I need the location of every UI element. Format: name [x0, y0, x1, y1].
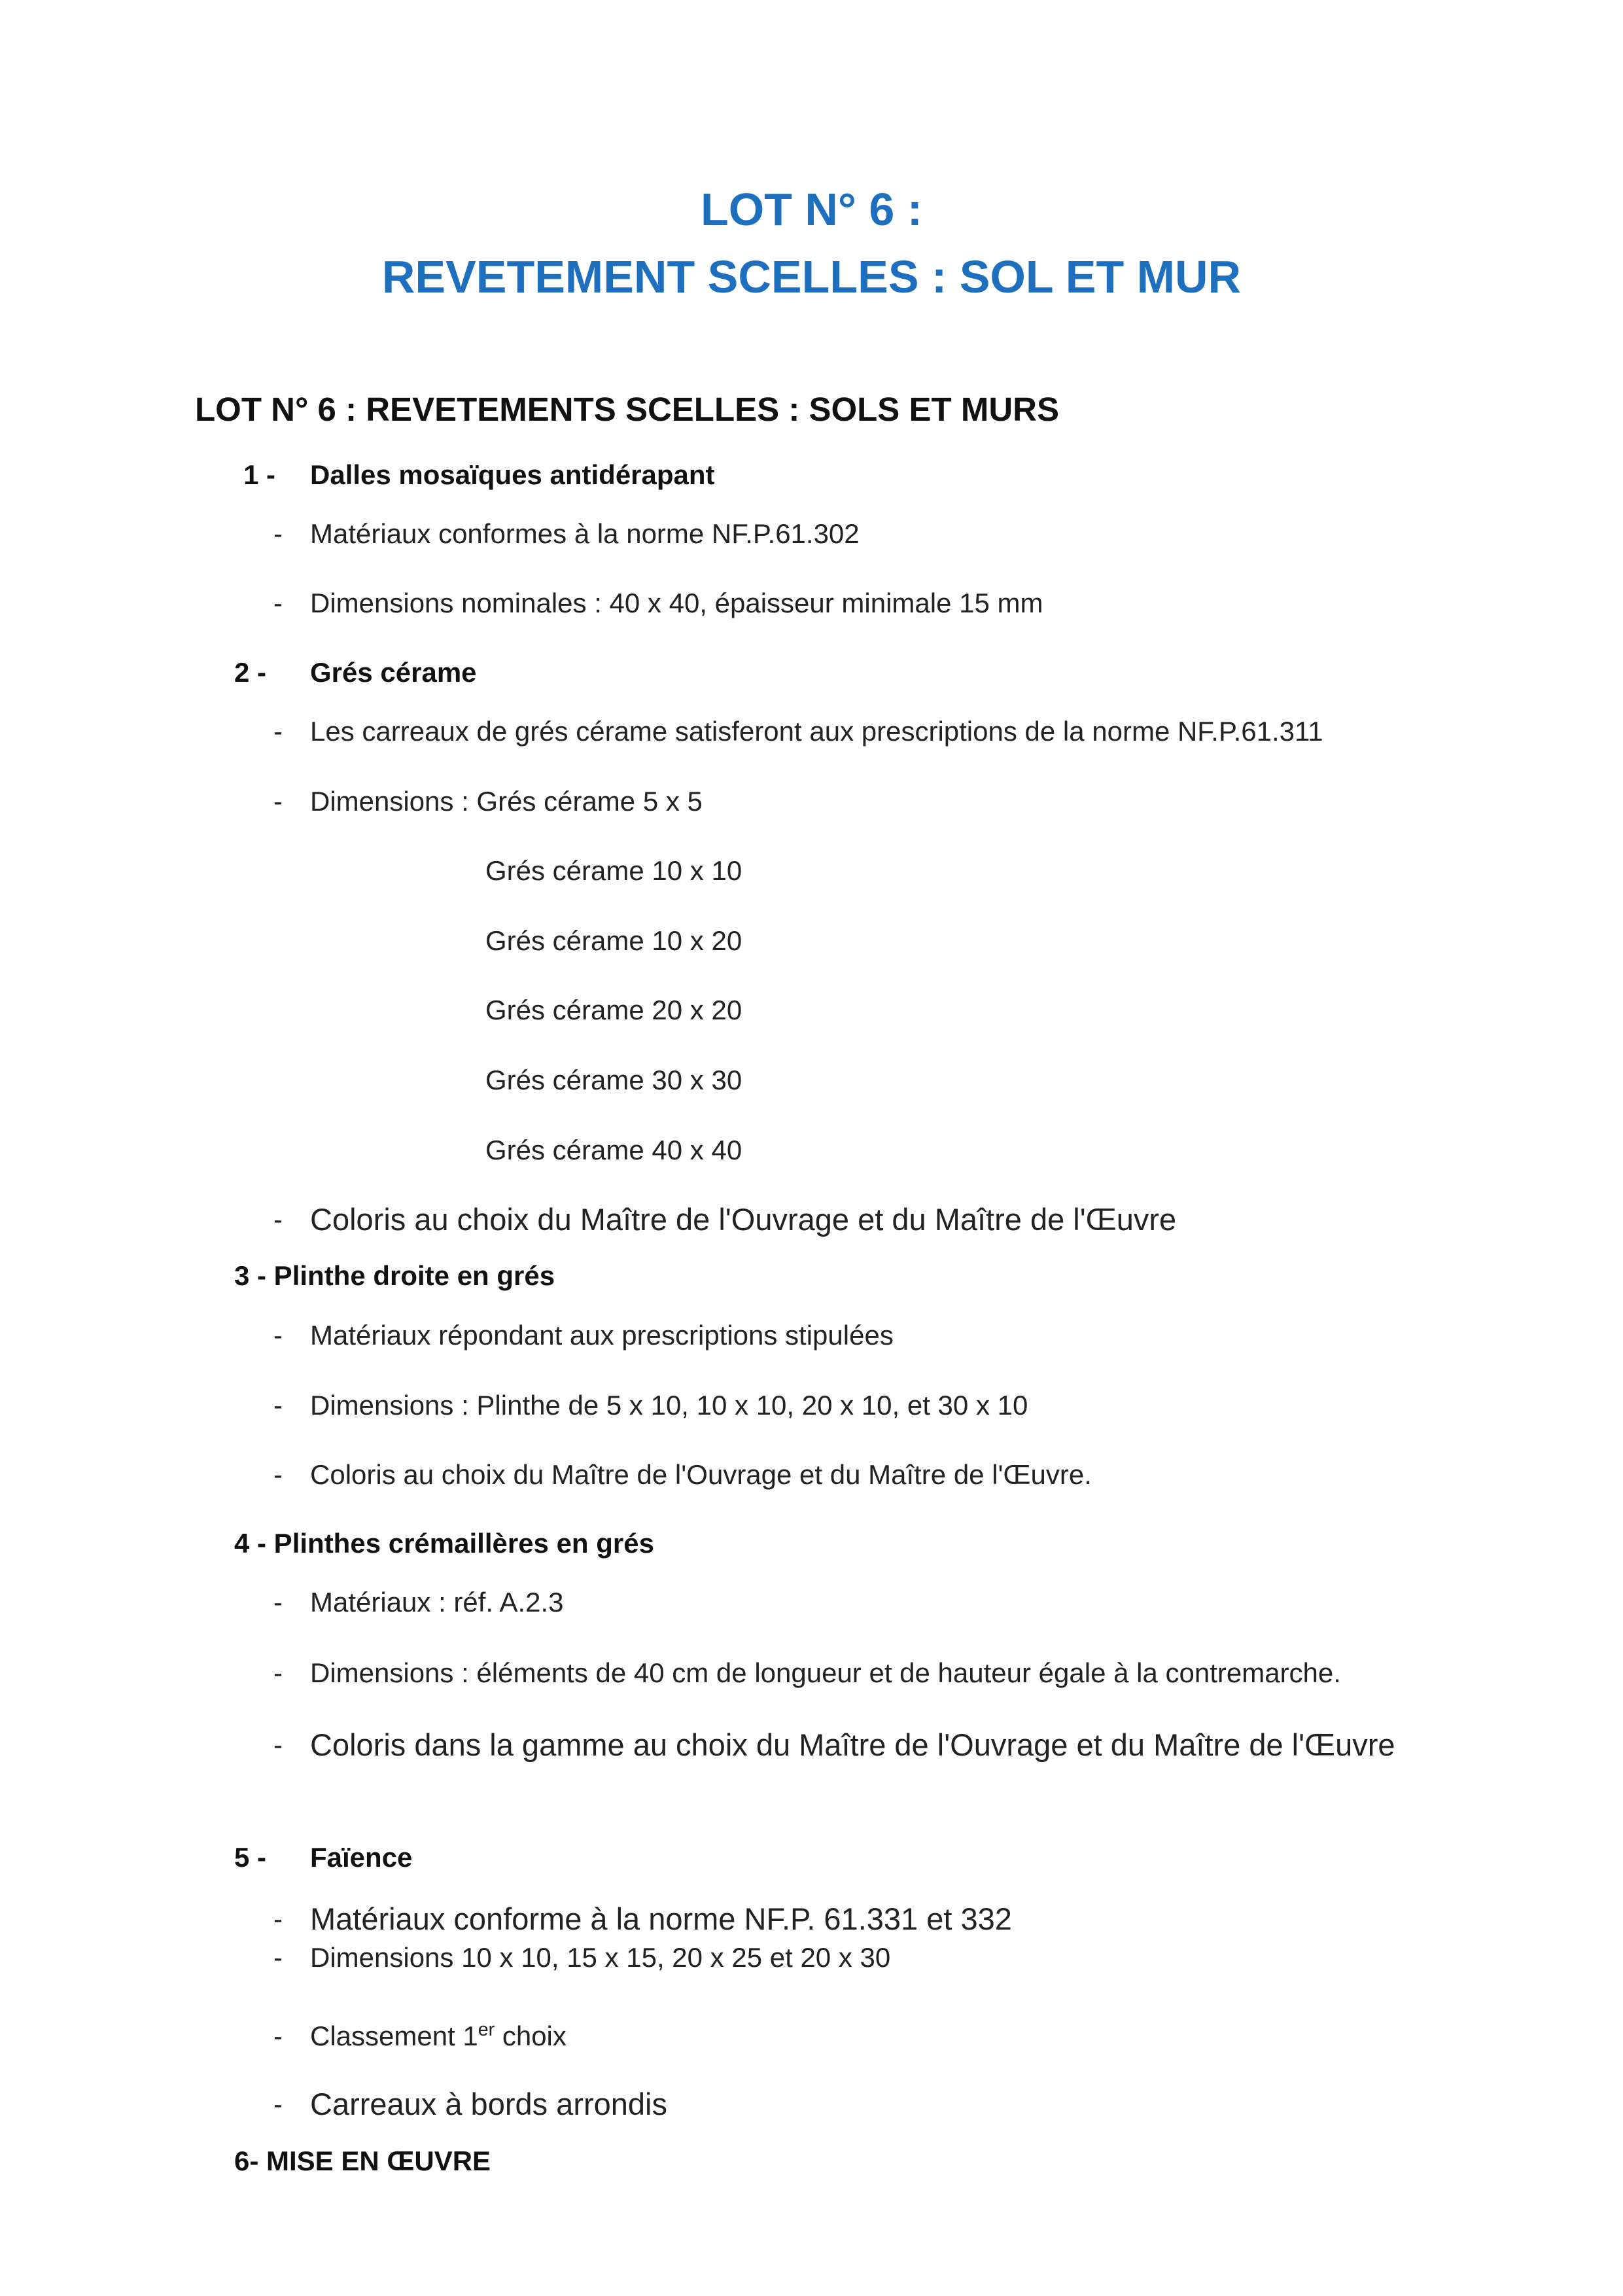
section-5-number: 5 - [234, 1842, 267, 1873]
classement-superscript: er [478, 2019, 495, 2040]
list-item: Coloris au choix du Maître de l'Ouvrage et du Maître de l'Œuvre [310, 1202, 1177, 1237]
section-2-number: 2 - [234, 657, 267, 688]
list-item: Matériaux répondant aux prescriptions stipulées [310, 1320, 894, 1351]
bullet-dash: - [273, 1942, 283, 1973]
section-1-number: 1 - [243, 459, 276, 490]
list-item: Matériaux : réf. A.2.3 [310, 1587, 564, 1617]
section-6-title: 6- MISE EN ŒUVRE [234, 2146, 491, 2176]
dimension-item: Grés cérame 20 x 20 [485, 995, 742, 1025]
classement-text-end: choix [495, 2021, 567, 2051]
list-item: Matériaux conformes à la norme NF.P.61.302 [310, 518, 860, 549]
document-title-line-2: REVETEMENT SCELLES : SOL ET MUR [381, 251, 1242, 302]
bullet-dash: - [273, 1657, 283, 1688]
bullet-dash: - [273, 1729, 283, 1760]
section-3-title: 3 - Plinthe droite en grés [234, 1260, 555, 1291]
lot-heading: LOT N° 6 : REVETEMENTS SCELLES : SOLS ET MURS [195, 391, 1059, 428]
bullet-dash: - [273, 2021, 283, 2051]
list-item: Dimensions : Grés cérame 5 x 5 [310, 786, 703, 817]
list-item: Dimensions : éléments de 40 cm de longueur et de hauteur égale à la contremarche. [310, 1657, 1341, 1688]
dimension-item: Grés cérame 10 x 20 [485, 925, 742, 956]
dimension-item: Grés cérame 30 x 30 [485, 1065, 742, 1095]
section-4-title: 4 - Plinthes crémaillères en grés [234, 1528, 654, 1559]
bullet-dash: - [273, 786, 283, 817]
bullet-dash: - [273, 1903, 283, 1934]
bullet-dash: - [273, 588, 283, 618]
document-title-line-1: LOT N° 6 : [700, 184, 923, 235]
bullet-dash: - [273, 1204, 283, 1235]
list-item: Dimensions nominales : 40 x 40, épaisseur minimale 15 mm [310, 588, 1043, 618]
section-1-title: Dalles mosaïques antidérapant [310, 459, 715, 490]
list-item: Carreaux à bords arrondis [310, 2087, 667, 2121]
dimension-item: Grés cérame 10 x 10 [485, 855, 742, 886]
list-item-classement [310, 2019, 567, 2051]
list-item: Coloris dans la gamme au choix du Maître de l'Ouvrage et du Maître de l'Œuvre [310, 1727, 1395, 1762]
bullet-dash: - [273, 518, 283, 549]
bullet-dash: - [273, 1587, 283, 1617]
list-item: Coloris au choix du Maître de l'Ouvrage et du Maître de l'Œuvre. [310, 1459, 1092, 1490]
list-item: Matériaux conforme à la norme NF.P. 61.331 et 332 [310, 1901, 1012, 1936]
list-item: Dimensions : Plinthe de 5 x 10, 10 x 10, 20 x 10, et 30 x 10 [310, 1390, 1028, 1421]
list-item: Dimensions 10 x 10, 15 x 15, 20 x 25 et 20 x 30 [310, 1942, 891, 1973]
classement-text: Classement 1 [310, 2021, 478, 2051]
bullet-dash: - [273, 1320, 283, 1351]
bullet-dash: - [273, 1390, 283, 1421]
section-2-title: Grés cérame [310, 657, 477, 688]
bullet-dash: - [273, 2089, 283, 2119]
section-5-title: Faïence [310, 1842, 413, 1873]
dimension-item: Grés cérame 40 x 40 [485, 1135, 742, 1165]
bullet-dash: - [273, 716, 283, 747]
bullet-dash: - [273, 1459, 283, 1490]
list-item: Les carreaux de grés cérame satisferont aux prescriptions de la norme NF.P.61.311 [310, 716, 1323, 747]
